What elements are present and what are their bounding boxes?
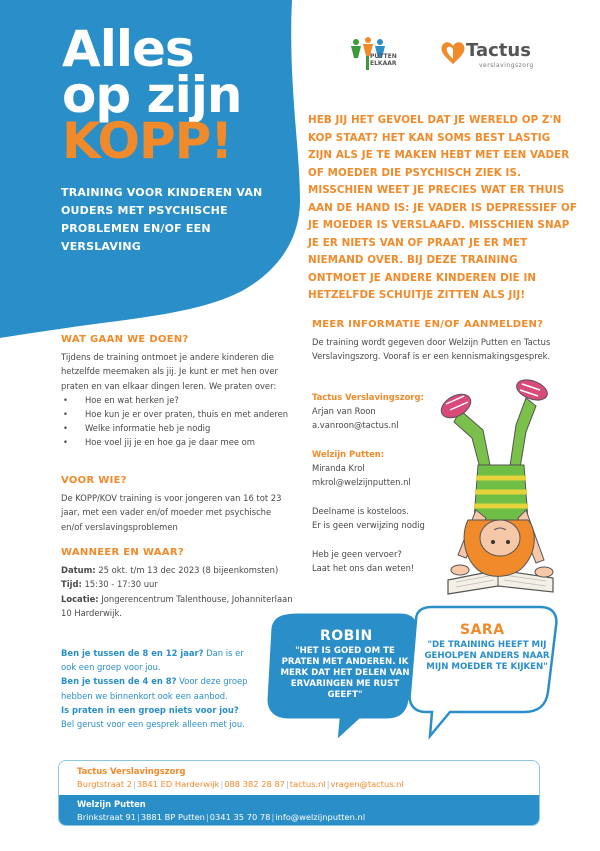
contact-name: Arjan van Roon bbox=[312, 406, 376, 417]
quote-name-robin: ROBIN bbox=[320, 628, 373, 644]
contact-name: Miranda Krol bbox=[312, 463, 365, 474]
putten-line-1: PUTTEN bbox=[370, 53, 397, 60]
quote-name-sara: SARA bbox=[460, 622, 505, 638]
footer-city: 3841 ED Harderwijk bbox=[136, 779, 220, 789]
cost-line: Deelname is kosteloos. bbox=[312, 506, 409, 516]
title-line-3: KOPP! bbox=[62, 112, 233, 170]
group-answer: Dan is er ook een groep voor jou. bbox=[61, 648, 244, 673]
group-question: Is praten in een groep niets voor jou? bbox=[61, 704, 239, 715]
footer-tactus-details: Burgtstraat 2|3841 ED Harderwijk|088 382 28 87|tactus.nl|vragen@tactus.nl bbox=[77, 779, 404, 789]
contact-email[interactable]: a.vanroon@tactus.nl bbox=[312, 420, 399, 431]
transport-line: Heb je geen vervoer? bbox=[312, 549, 402, 559]
footer-welzijn-details: Brinkstraat 91|3881 BP Putten|0341 35 70 78|info@welzijnputten.nl bbox=[77, 812, 366, 822]
list-item: • Hoe en wat herken je? bbox=[61, 393, 293, 407]
datum-value: 25 okt. t/m 13 dec 2023 (8 bijeenkomsten) bbox=[95, 565, 279, 576]
footer-website[interactable]: tactus.nl bbox=[289, 779, 326, 789]
footer-contact-box bbox=[58, 760, 540, 826]
title-line-2: op zijn bbox=[62, 66, 242, 124]
group-question: Ben je tussen de 4 en 8? bbox=[61, 676, 177, 687]
list-item: • Hoe voel jij je en hoe ga je daar mee om bbox=[61, 435, 293, 449]
footer-email[interactable]: vragen@tactus.nl bbox=[330, 779, 404, 789]
section-text: De KOPP/KOV training is voor jongeren van 16 tot 23 jaar, met een vader en/of moeder met psychische en/of verslavingsproblemen bbox=[61, 493, 282, 532]
section-heading: VOOR WIE? bbox=[61, 475, 127, 486]
hero-subtitle: TRAINING VOOR KINDEREN VAN OUDERS MET PSYCHISCHE PROBLEMEN EN/OF EEN VERSLAVING bbox=[61, 186, 263, 253]
footer-city: 3881 BP Putten bbox=[140, 812, 205, 822]
section-heading: MEER INFORMATIE EN/OF AANMELDEN? bbox=[312, 319, 544, 330]
contact-email[interactable]: mkrol@welzijnputten.nl bbox=[312, 477, 411, 488]
group-question: Ben je tussen de 8 en 12 jaar? bbox=[61, 648, 204, 658]
title-line-1: Alles bbox=[62, 20, 194, 78]
footer-address: Brinkstraat 91 bbox=[77, 812, 137, 822]
section-text: De training wordt gegeven door Welzijn Putten en Tactus Verslavingszorg. Vooraf is er een kennismakingsgesprek. bbox=[312, 337, 551, 362]
contact-label: Tactus Verslavingszorg: bbox=[312, 392, 424, 402]
group-answer: Bel gerust voor een gesprek alleen met jou. bbox=[61, 719, 245, 730]
footer-welzijn bbox=[59, 795, 539, 826]
section-text: Tijdens de training ontmoet je andere kinderen die hetzelfde meemaken als jij. Je kunt er met hen over praten en van elkaar dingen leren. We praten over: bbox=[61, 352, 278, 391]
quote-text-sara: "DE TRAINING HEEFT MIJ GEHOLPEN ANDERS NAAR MIJN MOEDER TE KIJKEN" bbox=[424, 640, 550, 672]
footer-tactus-title: Tactus Verslavingszorg bbox=[77, 766, 186, 776]
group-answer: Voor deze groep hebben we binnenkort ook een aanbod. bbox=[61, 676, 248, 701]
section-heading: WANNEER EN WAAR? bbox=[61, 547, 184, 558]
locatie-label: Locatie: bbox=[61, 593, 99, 604]
putten-line-2: ELKAAR bbox=[370, 60, 397, 67]
footer-welzijn-title: Welzijn Putten bbox=[77, 799, 146, 809]
footer-email[interactable]: info@welzijnputten.nl bbox=[275, 812, 366, 822]
cost-line: Er is geen verwijzing nodig bbox=[312, 520, 425, 531]
section-heading: WAT GAAN WE DOEN? bbox=[61, 334, 189, 345]
contact-label: Welzijn Putten: bbox=[312, 449, 385, 459]
locatie-value: Jongerencentrum Talenthouse, Johanniterlaan 10 Harderwijk. bbox=[61, 593, 293, 618]
datum-label: Datum: bbox=[61, 565, 96, 576]
footer-phone[interactable]: 0341 35 70 78 bbox=[209, 812, 271, 822]
footer-phone[interactable]: 088 382 28 87 bbox=[224, 779, 285, 789]
intro-text: HEB JIJ HET GEVOEL DAT JE WERELD OP Z'N KOP STAAT? HET KAN SOMS BEST LASTIG ZIJN ALS JE TE MAKEN HEBT MET EEN VADER OF MOEDER DIE PSYCHISCH ZIEK IS. MISSCHIEN WEET JE PRECIES WAT ER THUIS AAN DE HAND IS: JE VADER IS DEPRESSIEF OF JE MOEDER IS VERSLAAFD. MISSCHIEN SNAP JE ER NIETS VAN OF PRAAT JE ER MET NIEMAND OVER. BIJ DEZE TRAINING ONTMOET JE ANDERE KINDEREN DIE IN HETZELFDE SCHUITJE ZITTEN ALS JIJ! bbox=[308, 114, 578, 301]
tijd-value: 15:30 - 17:30 uur bbox=[81, 579, 158, 590]
tijd-label: Tijd: bbox=[61, 579, 82, 590]
quote-text-robin: "HET IS GOED OM TE PRATEN MET ANDEREN. IK MERK DAT HET DELEN VAN ERVARINGEN ME RUST GEEFT" bbox=[280, 646, 410, 700]
footer-tactus bbox=[59, 761, 539, 795]
transport-line: Laat het ons dan weten! bbox=[312, 563, 415, 574]
list-item: • Welke informatie heb je nodig bbox=[61, 421, 293, 435]
tactus-name: Tactus bbox=[466, 40, 531, 61]
list-item: • Hoe kun je er over praten, thuis en met anderen bbox=[61, 407, 293, 421]
footer-address: Burgtstraat 2 bbox=[77, 779, 133, 789]
tactus-subtitle: verslavingszorg bbox=[479, 62, 534, 69]
